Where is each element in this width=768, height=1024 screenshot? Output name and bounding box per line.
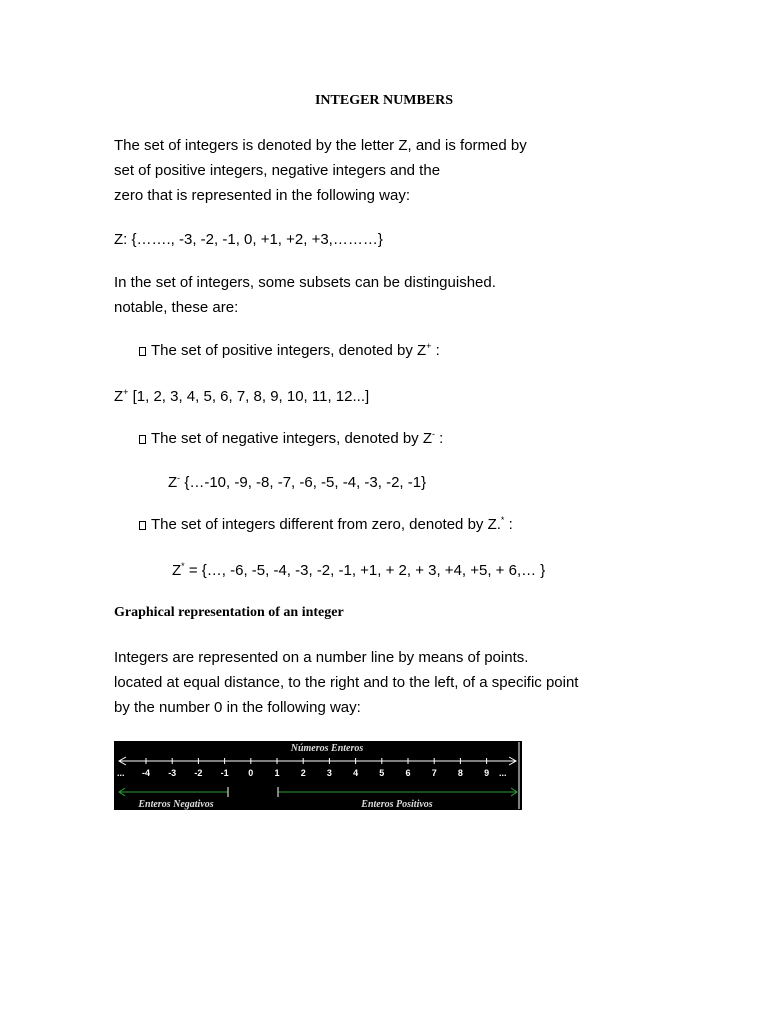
intro-line-1: The set of integers is denoted by the letter Z, and is formed by [114,137,527,154]
negative-integers-set: Z- {…-10, -9, -8, -7, -6, -5, -4, -3, -2, -1} [168,473,427,491]
nonzero-integers-bullet: The set of integers different from zero, denoted by Z.* : [139,515,513,535]
number-line-number: 2 [300,768,306,778]
integer-set-definition: Z: {……., -3, -2, -1, 0, +1, +2, +3,………} [114,231,383,248]
bullet-icon [139,521,146,530]
number-line-number: 9 [484,768,490,778]
left-ellipsis: ... [117,768,125,778]
number-line-number: -3 [168,768,177,778]
number-line-number: 6 [405,768,411,778]
graph-heading: Graphical representation of an integer [114,605,344,620]
graph-text-line-3: by the number 0 in the following way: [114,699,361,716]
intro-line-2: set of positive integers, negative integers and the [114,162,441,179]
number-line-number: 3 [326,768,332,778]
bullet-icon [139,347,146,356]
number-line-number: 0 [248,768,254,778]
number-line-number: -2 [194,768,203,778]
number-line-title: Números Enteros [290,743,364,754]
page-title: INTEGER NUMBERS [314,93,454,108]
number-line-figure [114,741,522,810]
number-line-number: 4 [353,768,359,778]
graph-text-line-1: Integers are represented on a number line by means of points. [114,649,529,666]
number-line-svg [114,741,522,810]
number-line-number: -4 [141,768,151,778]
number-line-numbers [142,768,489,778]
positive-label: Enteros Positivos [361,799,433,810]
positive-integers-set: Z+ [1, 2, 3, 4, 5, 6, 7, 8, 9, 10, 11, 12...] [114,387,370,405]
nonzero-integers-set: Z* = {…, -6, -5, -4, -3, -2, -1, +1, + 2, + 3, +4, +5, + 6,… } [172,561,546,579]
positive-integers-bullet: The set of positive integers, denoted by Z+ : [139,341,440,361]
bullet-icon [139,435,146,444]
negative-label: Enteros Negativos [138,799,214,810]
graph-text-line-2: located at equal distance, to the right and to the left, of a specific point [114,674,579,691]
subsets-line-1: In the set of integers, some subsets can be distinguished. [114,274,496,291]
negative-integers-bullet: The set of negative integers, denoted by Z- : [139,429,443,449]
number-line-number: 1 [274,768,280,778]
number-line-number: -1 [220,768,229,778]
intro-line-3: zero that is represented in the following way: [114,187,410,204]
right-ellipsis: ... [499,768,507,778]
number-line-number: 7 [431,768,437,778]
number-line-number: 8 [457,768,463,778]
number-line-number: 5 [379,768,385,778]
subsets-line-2: notable, these are: [114,299,239,316]
